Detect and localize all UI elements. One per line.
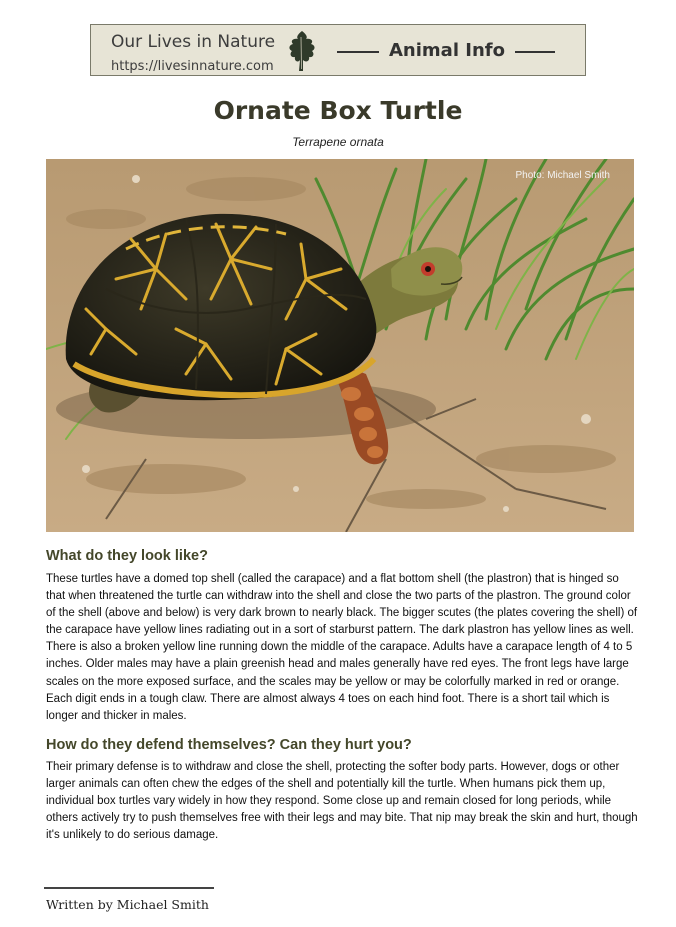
section-body-defense: Their primary defense is to withdraw and close the shell, protecting the softer body parts. However, dogs or other larger animals can often chew the edges of the shell and potentially kill the turtle. When humans pick them up, individual box turtles vary widely in how they respond. Some close up and remain closed for long periods, while others actively try to push themselves free with their legs and may bite. That nip may break the skin and hurt, though it's unlikely to do serious damage. [46, 761, 638, 842]
footer-divider [44, 887, 214, 889]
photo-credit: Photo: Michael Smith [515, 170, 610, 181]
brand-url[interactable]: https://livesinnature.com [111, 59, 274, 74]
section-heading-appearance: What do they look like? [46, 548, 208, 564]
page-title: Ornate Box Turtle [213, 96, 463, 125]
scientific-name: Terrapene ornata [292, 135, 384, 149]
oak-leaf-icon [285, 29, 319, 73]
banner-rule-left [337, 51, 379, 53]
section-label: Animal Info [389, 40, 505, 61]
turtle-photo [46, 159, 634, 532]
banner-rule-right [515, 51, 555, 53]
turtle-illustration [46, 159, 634, 532]
section-heading-defense: How do they defend themselves? Can they hurt you? [46, 737, 412, 753]
author-byline: Written by Michael Smith [46, 897, 209, 912]
section-body-appearance: These turtles have a domed top shell (called the carapace) and a flat bottom shell (the plastron) that is hinged so that when threatened the turtle can withdraw into the shell and close the two parts of the plastron. The ground color of the shell (above and below) is very dark brown to nearly black. The bigger scutes (the plates covering the shell) of the carapace have yellow lines radiating out in a sort of starburst pattern. The dark plastron has yellow lines as well. There is also a broken yellow line running down the middle of the carapace. Adults have a carapace length of 4 to 5 inches. Older males may have a plain greenish head and males generally have red eyes. The front legs have large scales on the more exposed surface, and the scales may be yellow or may be colorfully marked in red or orange. Each digit ends in a tough claw. There are almost always 4 toes on each hind foot. There is a short tail which is longer and thicker in males. [46, 573, 638, 722]
site-banner [90, 24, 586, 76]
brand-name: Our Lives in Nature [111, 32, 276, 52]
